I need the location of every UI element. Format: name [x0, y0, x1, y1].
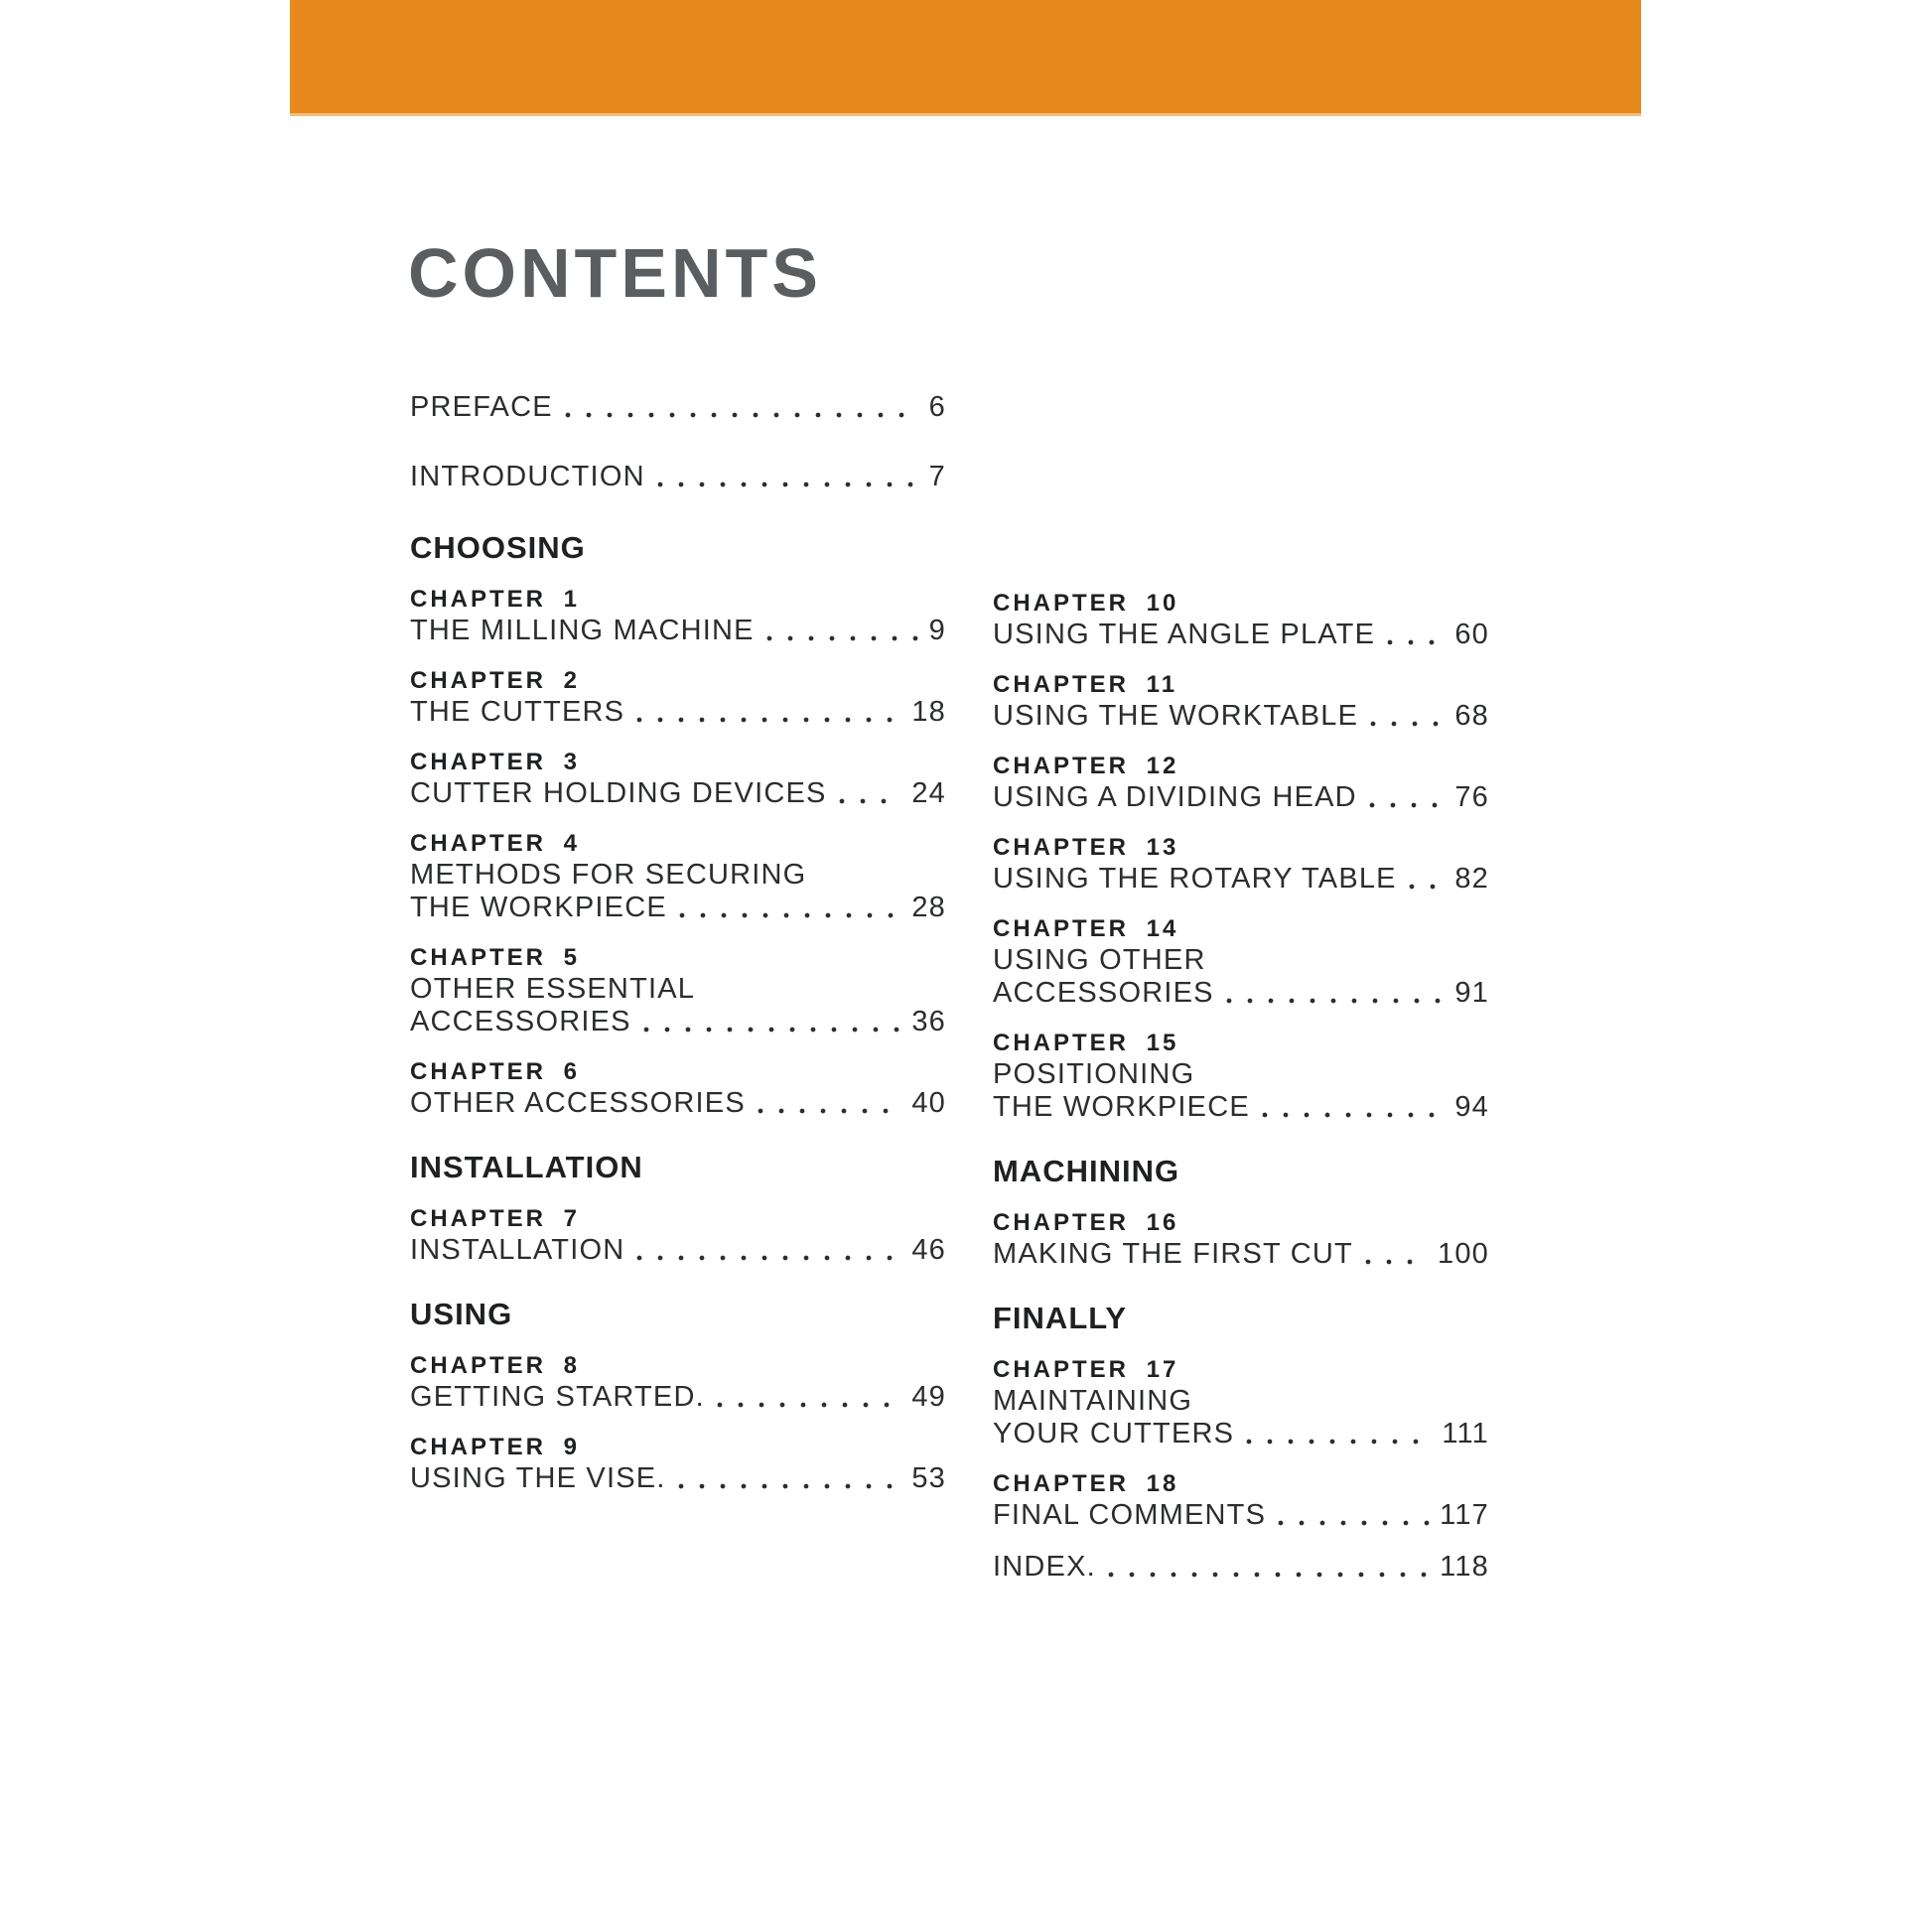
section-header-installation: INSTALLATION: [410, 1150, 643, 1184]
dot-leader: [1403, 863, 1446, 896]
toc-entry-index: [993, 1551, 1489, 1584]
chapter-title: THE MILLING MACHINE: [410, 615, 755, 646]
page-number: 111: [1442, 1418, 1489, 1449]
chapter-title: CUTTER HOLDING DEVICES: [410, 777, 827, 809]
chapter-title: FINAL COMMENTS: [993, 1499, 1267, 1531]
chapter-label: CHAPTER 6: [410, 1058, 581, 1085]
chapter-label: CHAPTER 1: [410, 586, 581, 613]
entry-title: PREFACE: [410, 391, 553, 423]
toc-chapter-4: [410, 829, 946, 924]
chapter-label: CHAPTER 5: [410, 944, 581, 971]
toc-chapter-13: [993, 833, 1489, 896]
chapter-title: OTHER ACCESSORIES: [410, 1087, 746, 1119]
section-header-choosing: CHOOSING: [410, 530, 586, 565]
dot-leader: [651, 461, 919, 493]
toc-chapter-8: [410, 1351, 946, 1414]
dot-leader: [752, 1087, 901, 1120]
page-number: 60: [1454, 619, 1489, 650]
dot-leader: [630, 696, 901, 729]
chapter-title-line: METHODS FOR SECURING: [410, 859, 807, 891]
toc-entry-introduction: [410, 461, 946, 493]
toc-chapter-11: [993, 670, 1489, 733]
dot-leader: [630, 1234, 901, 1267]
toc-chapter-16: [993, 1208, 1489, 1271]
toc-entry: [410, 1087, 946, 1120]
toc-entry-preface: [410, 391, 946, 424]
chapter-label: CHAPTER 10: [993, 590, 1179, 617]
toc-entry: [993, 619, 1489, 651]
page-number: 82: [1454, 863, 1489, 895]
chapter-title: USING THE ROTARY TABLE: [993, 863, 1397, 895]
page-number: 118: [1440, 1551, 1489, 1583]
toc-chapter-9: [410, 1433, 946, 1495]
chapter-label: CHAPTER 4: [410, 830, 581, 857]
page-number: 91: [1454, 977, 1489, 1009]
chapter-title: USING THE VISE.: [410, 1462, 666, 1494]
toc-entry: [993, 1091, 1489, 1124]
dot-leader: [1220, 977, 1446, 1010]
chapter-title: MAKING THE FIRST CUT: [993, 1238, 1353, 1270]
toc-entry: [993, 781, 1489, 814]
chapter-title-line: POSITIONING: [993, 1058, 1195, 1090]
entry-title: INTRODUCTION: [410, 461, 645, 492]
toc-entry: [993, 863, 1489, 896]
toc-chapter-14: [993, 914, 1489, 1010]
toc-left-column: [410, 391, 946, 1584]
toc-entry: [410, 696, 946, 729]
toc-entry: [410, 1381, 946, 1414]
chapter-title: USING A DIVIDING HEAD: [993, 781, 1357, 813]
dot-leader: [637, 1006, 902, 1038]
page-number: 28: [911, 892, 946, 923]
toc-entry: [993, 977, 1489, 1010]
section-header-finally: FINALLY: [993, 1301, 1128, 1335]
page-number: 9: [928, 615, 946, 646]
page-number: 6: [928, 391, 946, 423]
dot-leader: [672, 1462, 902, 1495]
dot-leader: [1256, 1091, 1445, 1124]
toc-chapter-15: [993, 1029, 1489, 1124]
dot-leader: [1364, 700, 1445, 733]
dot-leader: [833, 777, 902, 810]
toc-entry: [993, 1238, 1489, 1271]
toc-entry: [410, 777, 946, 810]
toc-chapter-17: [993, 1355, 1489, 1450]
toc-entry: [993, 1499, 1489, 1532]
toc-chapter-2: [410, 666, 946, 729]
dot-leader: [1102, 1551, 1430, 1584]
chapter-label: CHAPTER 3: [410, 749, 581, 775]
dot-leader: [1363, 781, 1446, 814]
toc-columns: [410, 391, 1489, 1584]
toc-entry: [993, 700, 1489, 733]
page-number: 46: [911, 1234, 946, 1266]
page-number: 117: [1440, 1499, 1489, 1531]
toc-entry: [993, 1418, 1489, 1450]
toc-chapter-5: [410, 943, 946, 1038]
page-number: 36: [911, 1006, 946, 1037]
toc-entry: [410, 892, 946, 924]
page-number: 94: [1454, 1091, 1489, 1123]
chapter-title: ACCESSORIES: [410, 1006, 631, 1037]
page-number: 18: [911, 696, 946, 728]
chapter-label: CHAPTER 2: [410, 667, 581, 694]
toc-chapter-7: [410, 1204, 946, 1267]
toc-entry: [410, 1006, 946, 1038]
dot-leader: [760, 615, 919, 647]
orange-banner: [290, 0, 1641, 116]
section-header-machining: MACHINING: [993, 1154, 1180, 1188]
page-title: CONTENTS: [408, 234, 822, 312]
chapter-label: CHAPTER 11: [993, 671, 1178, 698]
chapter-title: INSTALLATION: [410, 1234, 625, 1266]
chapter-label: CHAPTER 13: [993, 834, 1179, 861]
toc-entry: [410, 1234, 946, 1267]
chapter-title: GETTING STARTED.: [410, 1381, 705, 1413]
chapter-title: THE WORKPIECE: [410, 892, 667, 923]
toc-chapter-10: [993, 589, 1489, 651]
chapter-title: THE WORKPIECE: [993, 1091, 1250, 1123]
chapter-title-line: USING OTHER: [993, 944, 1206, 976]
toc-chapter-1: [410, 585, 946, 647]
page-number: 24: [911, 777, 946, 809]
chapter-label: CHAPTER 8: [410, 1352, 581, 1379]
dot-leader: [559, 391, 919, 424]
page-number: 53: [911, 1462, 946, 1494]
dot-leader: [1240, 1418, 1432, 1450]
dot-leader: [1272, 1499, 1430, 1532]
page-number: 49: [911, 1381, 946, 1413]
toc-chapter-6: [410, 1057, 946, 1120]
page-number: 100: [1438, 1238, 1489, 1270]
chapter-title-line: OTHER ESSENTIAL: [410, 973, 696, 1005]
page-number: 76: [1454, 781, 1489, 813]
chapter-title: USING THE WORKTABLE: [993, 700, 1359, 732]
toc-right-column: [993, 589, 1489, 1584]
chapter-title: YOUR CUTTERS: [993, 1418, 1235, 1449]
toc-chapter-18: [993, 1469, 1489, 1532]
dot-leader: [1381, 619, 1445, 651]
page-number: 40: [911, 1087, 946, 1119]
chapter-label: CHAPTER 15: [993, 1030, 1179, 1056]
chapter-label: CHAPTER 9: [410, 1434, 581, 1460]
toc-chapter-12: [993, 752, 1489, 814]
chapter-label: CHAPTER 17: [993, 1356, 1179, 1383]
chapter-label: CHAPTER 18: [993, 1470, 1179, 1497]
chapter-title: ACCESSORIES: [993, 977, 1214, 1009]
page-number: 68: [1454, 700, 1489, 732]
chapter-label: CHAPTER 7: [410, 1205, 581, 1232]
dot-leader: [1359, 1238, 1428, 1271]
page-number: 7: [928, 461, 946, 492]
toc-chapter-3: [410, 748, 946, 810]
toc-entry: [410, 1462, 946, 1495]
chapter-label: CHAPTER 14: [993, 915, 1179, 942]
chapter-title: USING THE ANGLE PLATE: [993, 619, 1376, 650]
dot-leader: [673, 892, 901, 924]
chapter-label: CHAPTER 16: [993, 1209, 1179, 1236]
entry-title: INDEX.: [993, 1551, 1096, 1583]
chapter-label: CHAPTER 12: [993, 753, 1179, 779]
chapter-title: THE CUTTERS: [410, 696, 625, 728]
section-header-using: USING: [410, 1297, 513, 1331]
dot-leader: [711, 1381, 901, 1414]
chapter-title-line: MAINTAINING: [993, 1385, 1193, 1417]
toc-entry: [410, 615, 946, 647]
